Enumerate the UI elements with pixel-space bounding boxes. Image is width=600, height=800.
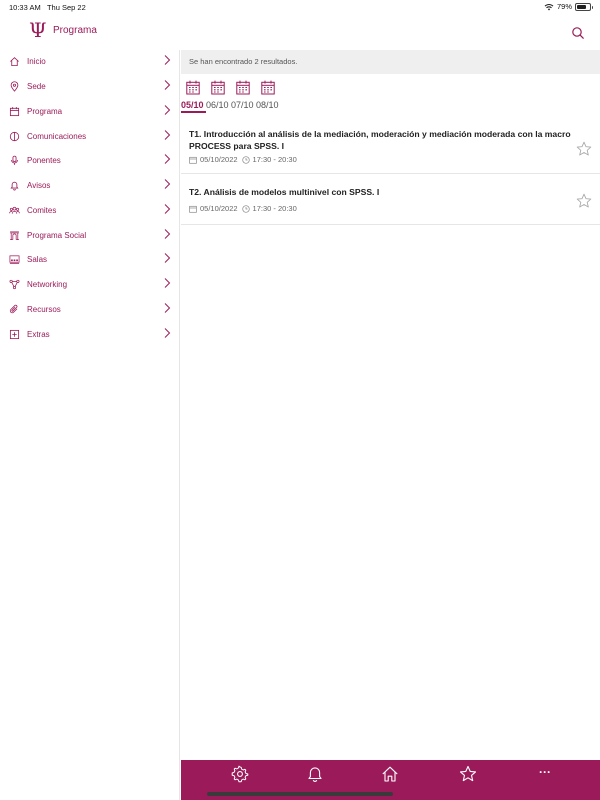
chevron-right-icon: [163, 79, 172, 91]
chevron-right-icon: [163, 228, 172, 240]
sidebar-item-programa-social[interactable]: [0, 225, 179, 247]
session-meta: [189, 204, 297, 213]
app-logo: Ψ: [29, 18, 47, 42]
calendar-icon: [189, 205, 197, 213]
sidebar-item-label: Inicio: [27, 57, 46, 66]
date-tab[interactable]: 05/10: [181, 100, 204, 110]
sidebar-item-comites[interactable]: [0, 200, 179, 222]
chevron-right-icon: [163, 178, 172, 190]
paperclip-icon: [9, 304, 20, 315]
session-time-wrap: [242, 204, 297, 213]
chevron-right-icon: [163, 203, 172, 215]
battery-percent: 79%: [556, 2, 572, 11]
date-tab[interactable]: 06/10: [206, 100, 229, 110]
wifi-icon: [544, 3, 554, 11]
sidebar-item-label: Comites: [27, 206, 57, 215]
session-meta: [189, 155, 297, 164]
date-tab[interactable]: 08/10: [256, 100, 279, 110]
search-icon[interactable]: [570, 25, 586, 41]
session-time-wrap: [242, 155, 297, 164]
more-icon[interactable]: ···: [539, 765, 551, 779]
location-icon: [9, 81, 20, 92]
date-tab[interactable]: 07/10: [231, 100, 254, 110]
social-icon: [9, 230, 20, 241]
sidebar-item-avisos[interactable]: [0, 175, 179, 197]
sidebar: [0, 50, 180, 800]
session-title: T2. Análisis de modelos multinivel con SPSS. I: [189, 187, 380, 197]
calendar-icon[interactable]: [236, 80, 250, 95]
calendar-icon[interactable]: [261, 80, 275, 95]
sidebar-item-label: Salas: [27, 255, 48, 264]
communications-icon: [9, 131, 20, 142]
calendar-icon: [9, 106, 20, 117]
clock-icon: [242, 156, 250, 164]
network-icon: [9, 279, 20, 290]
gear-icon[interactable]: [231, 765, 249, 783]
app-header: [0, 14, 600, 50]
session-time: 17:30 - 20:30: [252, 155, 297, 164]
chevron-right-icon: [163, 252, 172, 264]
sidebar-item-label: Ponentes: [27, 156, 61, 165]
sidebar-item-label: Networking: [27, 280, 68, 289]
status-right: [544, 2, 591, 11]
bell-icon[interactable]: [306, 765, 324, 783]
results-bar: [181, 50, 600, 74]
sidebar-item-label: Programa: [27, 107, 63, 116]
sidebar-item-comunicaciones[interactable]: [0, 126, 179, 148]
sidebar-item-extras[interactable]: [0, 324, 179, 346]
sidebar-item-recursos[interactable]: [0, 299, 179, 321]
session-item[interactable]: [181, 122, 600, 174]
session-date: 05/10/2022: [200, 155, 238, 164]
sidebar-item-label: Comunicaciones: [27, 132, 87, 141]
chevron-right-icon: [163, 54, 172, 66]
home-indicator: [207, 792, 393, 796]
star-icon[interactable]: [459, 765, 477, 783]
battery-icon: [575, 3, 591, 11]
sidebar-item-label: Sede: [27, 82, 46, 91]
status-bar: [0, 0, 600, 14]
sidebar-item-label: Avisos: [27, 181, 51, 190]
chevron-right-icon: [163, 327, 172, 339]
bell-icon: [9, 180, 20, 191]
calendar-icon[interactable]: [211, 80, 225, 95]
chevron-right-icon: [163, 277, 172, 289]
home-icon[interactable]: [381, 765, 399, 783]
sidebar-item-salas[interactable]: [0, 249, 179, 271]
plus-box-icon: [9, 329, 20, 340]
session-date: 05/10/2022: [200, 204, 238, 213]
sidebar-item-sede[interactable]: [0, 76, 179, 98]
status-time: 10:33 AM Thu Sep 22: [9, 3, 86, 12]
microphone-icon: [9, 155, 20, 166]
chevron-right-icon: [163, 104, 172, 116]
session-item[interactable]: [181, 174, 600, 225]
sidebar-item-inicio[interactable]: [0, 51, 179, 73]
session-title: T1. Introducción al análisis de la mediación, moderación y mediación moderada con la macro PROCESS para SPSS. I: [189, 129, 571, 151]
active-tab-indicator: [181, 111, 206, 113]
users-icon: [9, 205, 20, 216]
sidebar-item-label: Extras: [27, 330, 50, 339]
page-title: Programa: [53, 25, 97, 36]
sidebar-item-ponentes[interactable]: [0, 150, 179, 172]
sidebar-item-label: Programa Social: [27, 231, 87, 240]
session-time: 17:30 - 20:30: [252, 204, 297, 213]
sidebar-item-label: Recursos: [27, 305, 61, 314]
chevron-right-icon: [163, 302, 172, 314]
clock-icon: [242, 205, 250, 213]
star-icon[interactable]: [576, 193, 592, 209]
sidebar-item-programa[interactable]: [0, 101, 179, 123]
sidebar-item-networking[interactable]: [0, 274, 179, 296]
results-count-text: Se han encontrado 2 resultados.: [189, 57, 298, 66]
chevron-right-icon: [163, 129, 172, 141]
chevron-right-icon: [163, 153, 172, 165]
rooms-icon: [9, 254, 20, 265]
home-icon: [9, 56, 20, 67]
calendar-icon: [189, 156, 197, 164]
main-content: [181, 50, 600, 760]
calendar-icon[interactable]: [186, 80, 200, 95]
star-icon[interactable]: [576, 141, 592, 157]
